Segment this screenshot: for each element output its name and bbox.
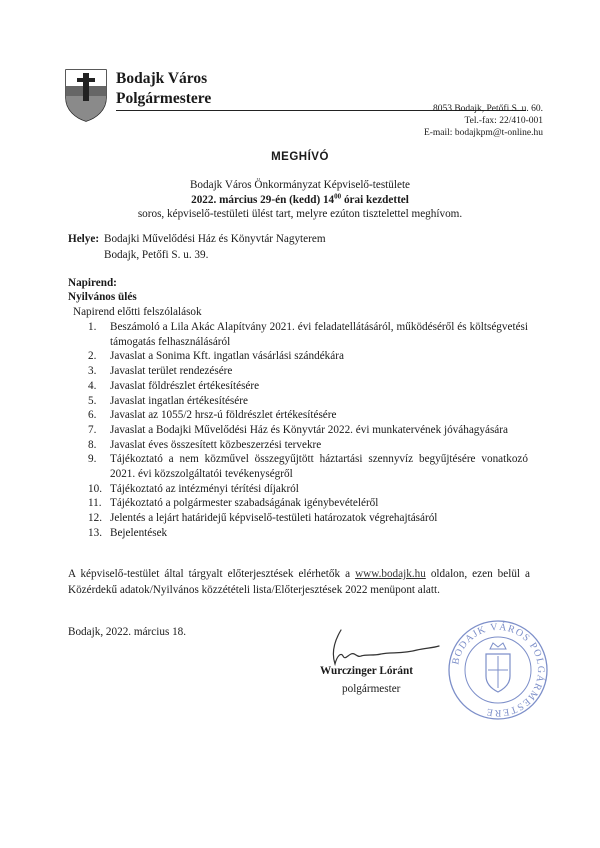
list-item: 11. Tájékoztató a polgármester szabadságának igénybevételéről xyxy=(88,497,379,510)
document-title: MEGHÍVÓ xyxy=(271,151,329,163)
document-date: Bodajk, 2022. március 18. xyxy=(68,626,187,638)
venue-label: Helye: xyxy=(68,233,100,245)
invitation-line-1: Bodajk Város Önkormányzat Képviselő-testülete xyxy=(189,179,411,191)
venue-block xyxy=(68,232,326,263)
website-link[interactable]: www.bodajk.hu xyxy=(355,568,426,580)
venue-line-1: Bodajki Művelődési Ház és Könyvtár Nagyterem xyxy=(104,233,326,245)
issuer-line-2: Polgármestere xyxy=(116,90,212,107)
list-item: 5. Javaslat ingatlan értékesítésére xyxy=(88,394,248,407)
stamp-text: BODAJK VÁROS POLGÁRMESTERE xyxy=(450,621,547,719)
invitation-line-3: soros, képviselő-testületi ülést tart, melyre ezúton tisztelettel meghívom. xyxy=(137,208,463,220)
agenda-pre-item: Napirend előtti felszólalások xyxy=(73,306,202,318)
issuer-name xyxy=(116,69,211,109)
meeting-date: 2022. március 29-én (kedd) 14 xyxy=(191,193,335,206)
agenda-list xyxy=(88,320,528,541)
official-stamp xyxy=(446,618,550,722)
contact-block xyxy=(424,103,543,139)
agenda-section: Nyilvános ülés xyxy=(68,291,137,303)
list-item: 2. Javaslat a Sonima Kft. ingatlan vásárlási szándékára xyxy=(88,350,344,363)
list-item: 10. Tájékoztató az intézményi térítési díjakról xyxy=(88,482,299,495)
email: E-mail: bodajkpm@t-online.hu xyxy=(423,128,543,138)
signatory-name: Wurczinger Lóránt xyxy=(320,665,413,677)
list-item: 4. Javaslat földrészlet értékesítésére xyxy=(88,379,260,392)
list-item: 12. Jelentés a lejárt határidejű képviselő-testületi határozatok végrehajtásáról xyxy=(88,512,438,525)
invitation-block xyxy=(0,178,600,222)
list-item: 8. Javaslat éves összesített közbeszerzési tervekre xyxy=(88,438,322,451)
meeting-time-minutes: 00 xyxy=(334,191,342,200)
list-item: 1. Beszámoló a Lila Akác Alapítvány 2021. évi feladatellátásáról, működéséről és költségvetési támogatás felhasználásáról xyxy=(88,321,528,348)
issuer-line-1: Bodajk Város xyxy=(116,70,208,87)
list-item: 9. Tájékoztató a nem közművel összegyűjtött háztartási szennyvíz begyűjtésére vonatkozó 2021. évi közszolgáltatói tevékenységről xyxy=(88,453,528,481)
invitation-line-2 xyxy=(0,193,600,208)
documents-notice: A képviselő-testület által tárgyalt előterjesztések elérhetők a www.bodajk.hu oldalon, ezen belül a Közérdekű adatok/Nyilvános közzétételi lista/Előterjesztések 2022 menüpont alatt. xyxy=(68,568,531,596)
address: 8053 Bodajk, Petőfi S. u. 60. xyxy=(432,104,543,114)
list-item: 7. Javaslat a Bodajki Művelődési Ház és Könyvtár 2022. évi munkatervének jóváhagyására xyxy=(88,423,508,436)
list-item: 6. Javaslat az 1055/2 hrsz-ú földrészlet értékesítésére xyxy=(88,409,337,422)
list-item: 3. Javaslat terület rendezésére xyxy=(88,365,233,378)
coat-of-arms-icon xyxy=(64,68,108,122)
phone: Tel.-fax: 22/410-001 xyxy=(464,116,543,126)
agenda-heading: Napirend: xyxy=(68,277,117,289)
venue-line-2: Bodajk, Petőfi S. u. 39. xyxy=(104,248,209,261)
signatory-role: polgármester xyxy=(342,683,401,695)
agenda-heading-block xyxy=(68,276,137,304)
list-item: 13. Bejelentések xyxy=(88,526,168,539)
meeting-time-suffix: órai kezdettel xyxy=(341,193,409,206)
